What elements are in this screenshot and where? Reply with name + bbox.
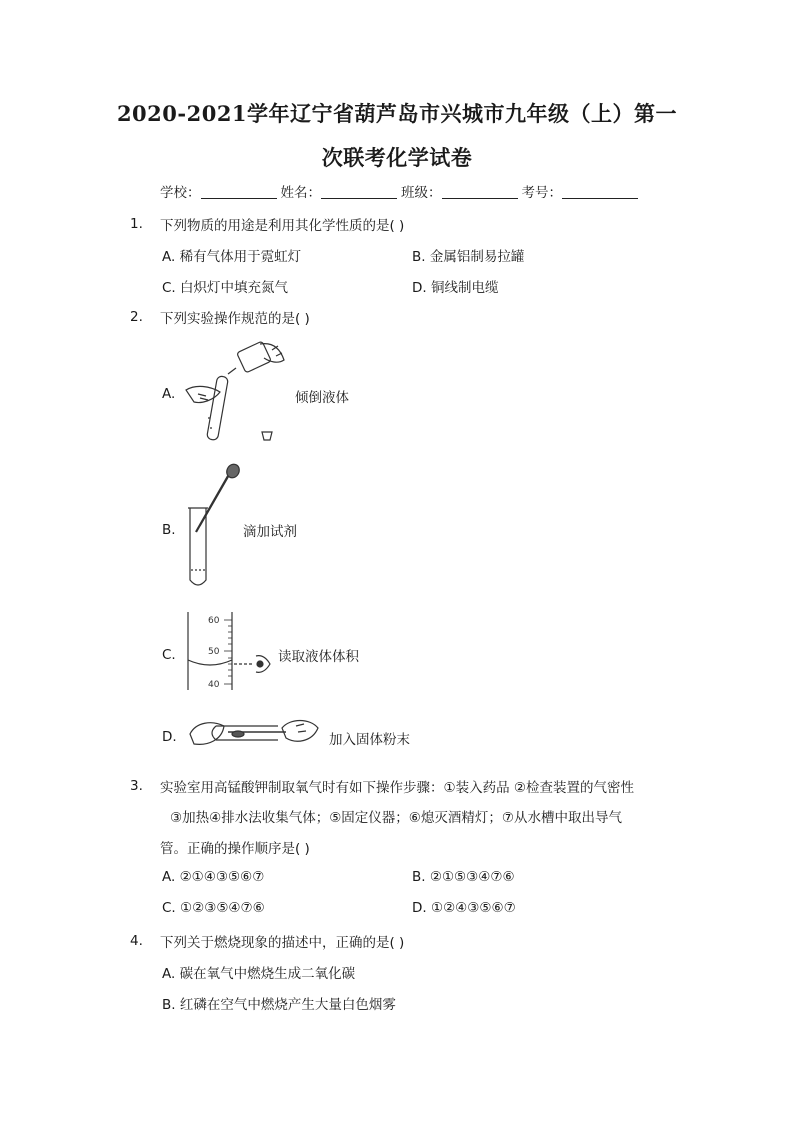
student-info-line (160, 181, 642, 201)
class-label: 班级： (401, 185, 442, 201)
question-1-option-b: B. 金属铝制易拉罐 (412, 249, 525, 265)
exam-no-label: 考号： (521, 185, 562, 201)
question-4-stem: 下列关于燃烧现象的描述中，正确的是( ) (160, 935, 405, 951)
question-1-option-c: C. 白炽灯中填充氮气 (162, 280, 289, 296)
question-4-option-a: A. 碳在氧气中燃烧生成二氧化碳 (162, 966, 356, 982)
question-1-option-a: A. 稀有气体用于霓虹灯 (162, 249, 302, 265)
question-2-option-b-caption: 滴加试剂 (243, 524, 297, 540)
name-blank[interactable] (321, 184, 397, 199)
question-2-option-c-letter: C. (162, 647, 176, 663)
question-2-option-a-letter: A. (162, 386, 176, 402)
question-2-option-d-caption: 加入固体粉末 (329, 732, 410, 748)
exam-no-blank[interactable] (562, 184, 638, 199)
question-4-number: 4. (130, 933, 143, 949)
question-1-option-d: D. 铜线制电缆 (412, 280, 499, 296)
question-1-number: 1. (130, 216, 143, 232)
cylinder-scale-60: 60 (208, 616, 220, 626)
question-3-option-a: A. ②①④③⑤⑥⑦ (162, 869, 265, 885)
cylinder-scale-50: 50 (208, 647, 220, 657)
question-2-stem: 下列实验操作规范的是( ) (160, 311, 310, 327)
name-label: 姓名： (280, 185, 321, 201)
question-3-stem-line3: 管。正确的操作顺序是( ) (160, 841, 310, 857)
question-3-number: 3. (130, 778, 143, 794)
pouring-liquid-figure (180, 338, 300, 446)
question-1-stem: 下列物质的用途是利用其化学性质的是( ) (160, 218, 405, 234)
exam-title-line1: 2020-2021学年辽宁省葫芦岛市兴城市九年级（上）第一 (116, 101, 678, 126)
question-2-option-d-letter: D. (162, 729, 177, 745)
exam-title-line2: 次联考化学试卷 (321, 145, 473, 170)
question-4-option-b: B. 红磷在空气中燃烧产生大量白色烟雾 (162, 997, 396, 1013)
question-3-stem-line1: 实验室用高锰酸钾制取氧气时有如下操作步骤：①装入药品 ②检查装置的气密性 (160, 780, 634, 796)
school-blank[interactable] (201, 184, 277, 199)
question-2-option-c-caption: 读取液体体积 (278, 649, 359, 665)
cylinder-scale-40: 40 (208, 680, 220, 690)
question-2-number: 2. (130, 309, 143, 325)
question-3-option-b: B. ②①⑤③④⑦⑥ (412, 869, 515, 885)
class-blank[interactable] (442, 184, 518, 199)
question-3-option-c: C. ①②③⑤④⑦⑥ (162, 900, 265, 916)
powder-paper-trough-figure (186, 712, 326, 754)
question-3-option-d: D. ①②④③⑤⑥⑦ (412, 900, 516, 916)
question-2-option-a-caption: 倾倒液体 (295, 390, 349, 406)
dropper-test-tube-figure (178, 462, 248, 592)
question-2-option-b-letter: B. (162, 522, 176, 538)
graduated-cylinder-figure (180, 608, 280, 692)
question-3-stem-line2: ③加热④排水法收集气体；⑤固定仪器；⑥熄灭酒精灯；⑦从水槽中取出导气 (170, 810, 623, 826)
school-label: 学校： (160, 185, 201, 201)
